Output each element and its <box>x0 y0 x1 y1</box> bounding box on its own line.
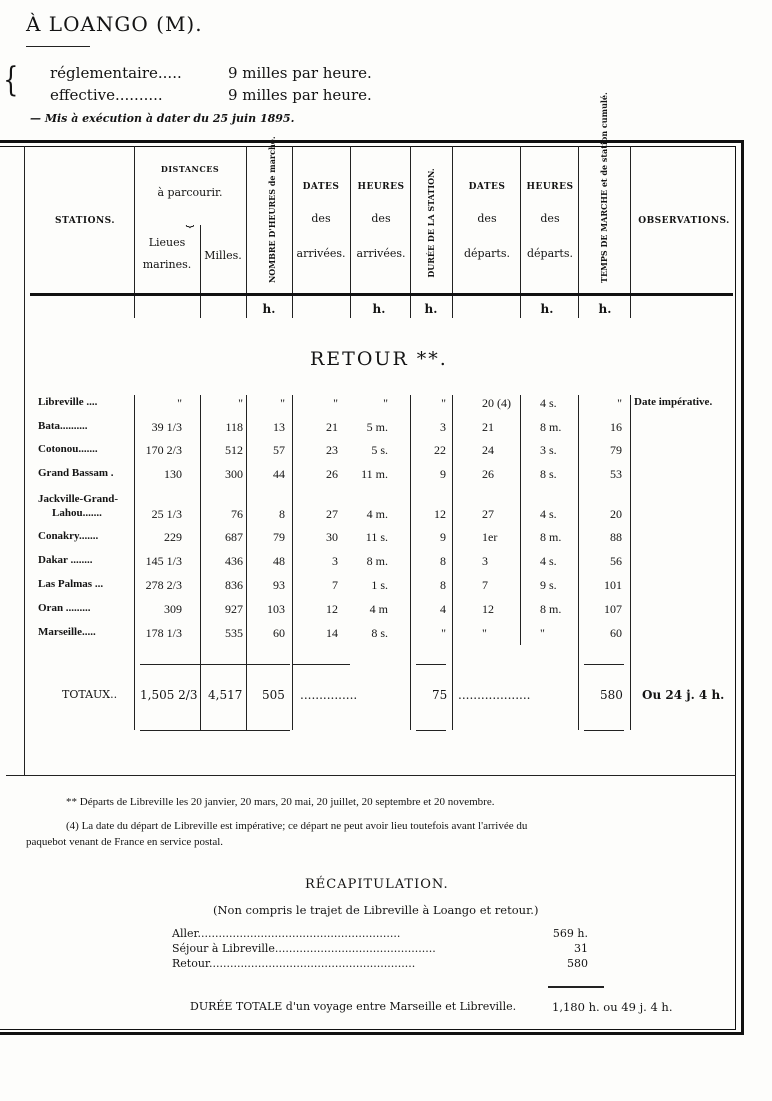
brace-glyph: { <box>3 60 19 100</box>
cell-lieues: 309 <box>164 602 182 616</box>
cell-heures: 57 <box>273 443 285 457</box>
title-rule <box>26 46 90 47</box>
cell-milles: 512 <box>225 443 243 457</box>
cell-station: Cotonou....... <box>38 443 98 455</box>
cell-date-arr: 26 <box>326 467 338 481</box>
cell-heure-arr: " <box>383 396 388 410</box>
cell-station: Bata.......... <box>38 420 88 432</box>
header-duree-station: DURÉE DE LA STATION. <box>426 168 436 278</box>
totals-milles: 4,517 <box>208 688 243 702</box>
cell-date-dep: 21 <box>482 420 494 434</box>
header-heures-dep: HEURES <box>526 182 574 192</box>
cell-temps: 53 <box>610 467 622 481</box>
header-dates-arr: DATES <box>302 182 340 192</box>
totals-temps: 580 <box>600 688 623 702</box>
header-brace: ⏟ <box>185 212 195 228</box>
cell-heures: " <box>280 396 285 410</box>
cell-heures: 13 <box>273 420 285 434</box>
cell-heures: 79 <box>273 530 285 544</box>
cell-milles: 76 <box>231 507 243 521</box>
cell-heure-dep: 9 s. <box>540 578 557 592</box>
recap-sejour-value: 31 <box>574 942 588 955</box>
cell-lieues: 178 1/3 <box>145 626 182 640</box>
cell-temps: 60 <box>610 626 622 640</box>
recap-aller-value: 569 h. <box>552 927 588 940</box>
cell-date-dep: 12 <box>482 602 494 616</box>
cell-heures: 48 <box>273 554 285 568</box>
cell-heure-dep: 8 m. <box>540 530 562 544</box>
header-heures-dep-2: des <box>540 212 560 225</box>
cell-heures: 93 <box>273 578 285 592</box>
cell-heure-dep: " <box>540 626 545 640</box>
cell-station: Grand Bassam . <box>38 467 114 479</box>
speed-effective-label: effective.......... <box>50 86 163 104</box>
cell-heure-arr: 4 m <box>369 602 388 616</box>
speed-reglementaire-label: réglementaire..... <box>50 64 182 82</box>
table-row <box>0 493 740 521</box>
cell-lieues: 170 2/3 <box>145 443 182 457</box>
cell-heure-arr: 5 s. <box>371 443 388 457</box>
totals-label: TOTAUX.. <box>62 688 118 701</box>
cell-heure-arr: 8 s. <box>371 626 388 640</box>
cell-temps: " <box>617 396 622 410</box>
cell-milles: 927 <box>225 602 243 616</box>
cell-station: Jackville-Grand- <box>38 493 119 505</box>
header-heures-arr-2: des <box>371 212 391 225</box>
unit-duree: h. <box>424 302 438 316</box>
cell-date-dep: 24 <box>482 443 494 457</box>
recap-title: RÉCAPITULATION. <box>305 877 449 892</box>
cell-station: Libreville .... <box>38 396 98 408</box>
totals-lieues: 1,505 2/3 <box>140 688 198 702</box>
totals-dots-1: ............... <box>300 688 358 702</box>
recap-retour-label: Retour........................................................... <box>172 957 416 970</box>
cell-date-arr: 14 <box>326 626 338 640</box>
cell-station: Las Palmas ... <box>38 578 104 590</box>
speed-effective-value: 9 milles par heure. <box>228 86 372 104</box>
header-temps-marche: TEMPS DE MARCHE et de station cumulé. <box>599 92 609 283</box>
header-observations: OBSERVATIONS. <box>638 216 730 226</box>
header-heures-marche: NOMBRE D'HEURES de marche. <box>267 136 277 283</box>
cell-temps: 20 <box>610 507 622 521</box>
cell-date-dep: 3 <box>482 554 488 568</box>
recap-subtitle: (Non compris le trajet de Libreville à Loango et retour.) <box>213 903 539 917</box>
cell-heure-arr: 11 m. <box>361 467 388 481</box>
cell-date-arr: 7 <box>332 578 338 592</box>
cell-milles: 436 <box>225 554 243 568</box>
cell-lieues: 130 <box>164 467 182 481</box>
speed-reglementaire-value: 9 milles par heure. <box>228 64 372 82</box>
unit-heures-marche: h. <box>262 302 276 316</box>
header-distances: DISTANCES <box>160 164 220 174</box>
cell-station: Conakry....... <box>38 530 99 542</box>
cell-temps: 107 <box>604 602 622 616</box>
cell-lieues: 39 1/3 <box>151 420 182 434</box>
cell-date-dep: 20 (4) <box>482 396 511 410</box>
header-dates-dep-3: départs. <box>464 247 510 260</box>
cell-heures: 8 <box>279 507 285 521</box>
cell-lieues: 25 1/3 <box>151 507 182 521</box>
section-title-retour: RETOUR **. <box>310 348 448 370</box>
cell-milles: 300 <box>225 467 243 481</box>
table-row <box>0 443 740 465</box>
cell-duree: 9 <box>440 530 446 544</box>
cell-date-arr: 30 <box>326 530 338 544</box>
totals-heures: 505 <box>262 688 285 702</box>
unit-heures-arr: h. <box>372 302 386 316</box>
cell-milles: 118 <box>225 420 243 434</box>
cell-duree: 22 <box>434 443 446 457</box>
header-distances-sub: à parcourir. <box>157 186 223 199</box>
cell-date-arr: 12 <box>326 602 338 616</box>
cell-duree: 12 <box>434 507 446 521</box>
header-milles: Milles. <box>204 249 242 262</box>
cell-heures: 103 <box>267 602 285 616</box>
cell-heure-dep: 8 m. <box>540 602 562 616</box>
table-row <box>0 420 740 442</box>
cell-heure-dep: 8 s. <box>540 467 557 481</box>
cell-station: Marseille..... <box>38 626 96 638</box>
recap-aller-label: Aller.......................................................... <box>172 927 401 940</box>
cell-date-dep: " <box>482 626 487 640</box>
unit-temps: h. <box>598 302 612 316</box>
cell-station: Oran ......... <box>38 602 91 614</box>
cell-heure-dep: 3 s. <box>540 443 557 457</box>
table-row <box>0 396 740 418</box>
recap-duree-value: 1,180 h. ou 49 j. 4 h. <box>552 1000 673 1014</box>
header-dates-dep: DATES <box>468 182 506 192</box>
header-stations: STATIONS. <box>55 216 115 226</box>
cell-date-arr: 21 <box>326 420 338 434</box>
footnote-4: (4) La date du départ de Libreville est impérative; ce départ ne peut avoir lieu toutefois avant l'arrivée du <box>66 820 528 832</box>
cell-heure-arr: 1 s. <box>371 578 388 592</box>
cell-lieues: 278 2/3 <box>145 578 182 592</box>
cell-duree: " <box>441 396 446 410</box>
cell-duree: 8 <box>440 554 446 568</box>
cell-heures: 60 <box>273 626 285 640</box>
cell-milles: " <box>238 396 243 410</box>
recap-retour-value: 580 <box>567 957 588 970</box>
footnote-4-cont: paquebot venant de France en service postal. <box>26 836 224 848</box>
header-heures-arr-3: arrivées. <box>356 247 406 260</box>
cell-duree: 8 <box>440 578 446 592</box>
cell-obs: Date impérative. <box>634 396 713 408</box>
cell-date-dep: 7 <box>482 578 488 592</box>
cell-temps: 16 <box>610 420 622 434</box>
header-dates-arr-2: des <box>311 212 331 225</box>
cell-date-dep: 1er <box>482 530 498 544</box>
cell-temps: 56 <box>610 554 622 568</box>
cell-station-cont: Lahou....... <box>52 507 102 519</box>
cell-date-arr: 3 <box>332 554 338 568</box>
header-dates-arr-3: arrivées. <box>296 247 346 260</box>
cell-duree: " <box>441 626 446 640</box>
cell-heure-dep: 8 m. <box>540 420 562 434</box>
page-title: À LOANGO (M). <box>26 12 203 36</box>
recap-duree-label: DURÉE TOTALE d'un voyage entre Marseille et Libreville. <box>190 1000 517 1013</box>
cell-temps: 88 <box>610 530 622 544</box>
header-dates-dep-2: des <box>477 212 497 225</box>
cell-duree: 3 <box>440 420 446 434</box>
recap-sejour-label: Séjour à Libreville.............................................. <box>172 942 436 955</box>
cell-date-arr: " <box>333 396 338 410</box>
cell-milles: 535 <box>225 626 243 640</box>
table-row <box>0 578 740 600</box>
cell-lieues: 229 <box>164 530 182 544</box>
cell-duree: 4 <box>440 602 446 616</box>
totals-observation: Ou 24 j. 4 h. <box>642 688 725 702</box>
table-row <box>0 530 740 552</box>
cell-heure-dep: 4 s. <box>540 554 557 568</box>
mise-execution-note: — Mis à exécution à dater du 25 juin 1895. <box>30 112 295 125</box>
cell-temps: 101 <box>604 578 622 592</box>
cell-duree: 9 <box>440 467 446 481</box>
cell-heure-arr: 5 m. <box>366 420 388 434</box>
table-row <box>0 467 740 489</box>
cell-lieues: " <box>177 396 182 410</box>
cell-date-dep: 27 <box>482 507 494 521</box>
cell-milles: 836 <box>225 578 243 592</box>
cell-heure-arr: 8 m. <box>366 554 388 568</box>
table-row <box>0 602 740 624</box>
table-row <box>0 626 740 648</box>
cell-milles: 687 <box>225 530 243 544</box>
footnote-departs: ** Départs de Libreville les 20 janvier, 20 mars, 20 mai, 20 juillet, 20 septembre et 20 novembre. <box>66 796 495 808</box>
header-lieues: Lieues <box>148 236 186 249</box>
cell-heure-dep: 4 s. <box>540 396 557 410</box>
recap-sum-rule <box>548 986 604 988</box>
header-heures-arr: HEURES <box>357 182 405 192</box>
header-heures-dep-3: départs. <box>527 247 573 260</box>
cell-temps: 79 <box>610 443 622 457</box>
totals-dots-2: ................... <box>458 688 531 702</box>
cell-station: Dakar ........ <box>38 554 93 566</box>
cell-heure-arr: 4 m. <box>366 507 388 521</box>
cell-heure-dep: 4 s. <box>540 507 557 521</box>
unit-heures-dep: h. <box>540 302 554 316</box>
cell-date-arr: 23 <box>326 443 338 457</box>
totals-duree: 75 <box>432 688 448 702</box>
cell-lieues: 145 1/3 <box>145 554 182 568</box>
cell-date-arr: 27 <box>326 507 338 521</box>
table-row <box>0 554 740 576</box>
cell-heures: 44 <box>273 467 285 481</box>
header-lieues-2: marines. <box>142 258 192 271</box>
cell-date-dep: 26 <box>482 467 494 481</box>
cell-heure-arr: 11 s. <box>365 530 388 544</box>
